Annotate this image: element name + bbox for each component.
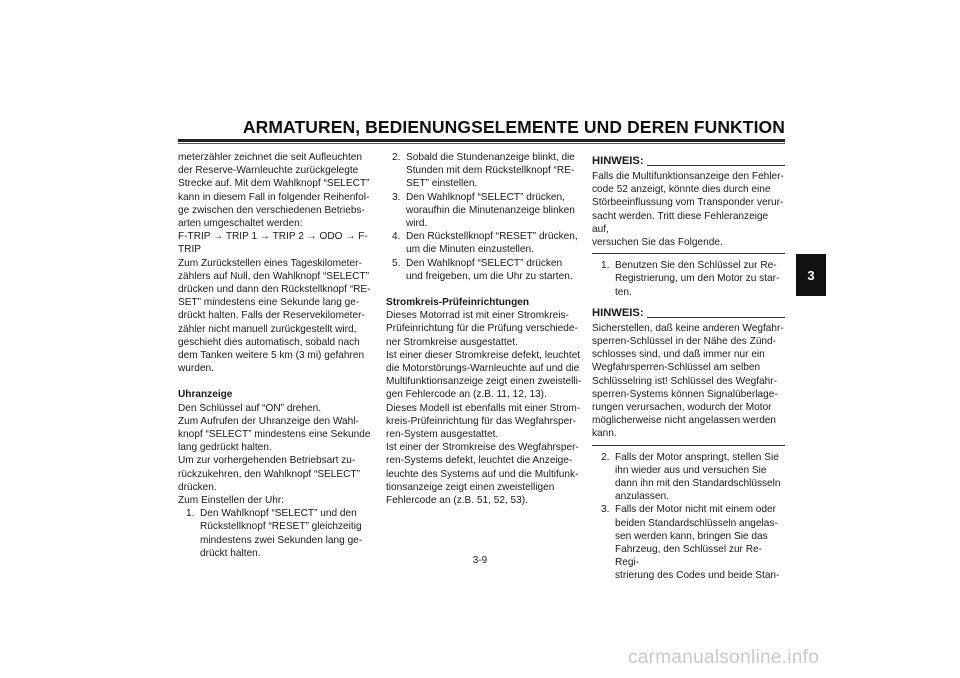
list-item <box>178 507 376 560</box>
text-line: die Motorstörungs-Warnleuchte auf und die <box>386 363 580 375</box>
odometer-paragraph <box>178 151 376 375</box>
text-line: rungen verursachen, wodurch der Motor <box>592 402 772 414</box>
text-line: Schlüsselring ist! Schlüssel des Wegfahr- <box>592 375 777 387</box>
text-line: drückt halten. <box>200 547 261 559</box>
text-line: Multifunktionsanzeige zeigt einen zweistelli- <box>386 376 582 388</box>
text-line: dann ihn mit den Standardschlüsseln <box>615 478 781 490</box>
text-line: sperren-Systems können Signalüberlage- <box>592 388 778 400</box>
section-heading-circuit-check: Stromkreis-Prüfeinrichtungen <box>386 297 530 309</box>
note-end-rule <box>592 253 785 254</box>
text-line: Zum Aufrufen der Uhranzeige den Wahl- <box>178 415 359 427</box>
list-item-number: 5. <box>392 257 401 269</box>
text-line: ten. <box>615 286 632 298</box>
text-column-2 <box>386 151 582 507</box>
text-line: der Reserve-Warnleuchte zurückgelegte <box>178 165 359 177</box>
list-item <box>592 259 785 299</box>
text-line: SET” einstellen. <box>406 178 478 190</box>
text-line: um die Minuten einzustellen. <box>406 244 534 256</box>
text-line: knopf “SELECT” mindestens eine Sekunde <box>178 429 371 441</box>
clock-paragraph <box>178 402 376 508</box>
text-line: Den Rückstellknopf “RESET” drücken, <box>406 231 578 243</box>
text-line: sacht werden. Tritt diese Fehleranzeige auf, <box>592 210 769 235</box>
text-line: geschieht dies automatisch, sobald nach <box>178 336 360 348</box>
text-line: Dieses Motorrad ist mit einer Stromkreis- <box>386 310 569 322</box>
text-line: Um zur vorhergehenden Betriebsart zu- <box>178 455 356 467</box>
text-line: Strecke auf. Mit dem Wahlknopf “SELECT” <box>178 178 370 190</box>
page-number: 3-9 <box>472 555 488 566</box>
header-rule <box>178 139 785 142</box>
text-line: strierung des Codes und beide Stan- <box>615 570 780 582</box>
note-end-rule <box>592 445 785 446</box>
list-item-number: 4. <box>392 231 401 243</box>
text-line: ner Stromkreise ausgestattet. <box>386 336 518 348</box>
text-line: Ist einer dieser Stromkreise defekt, leuchtet <box>386 349 581 361</box>
chapter-title: ARMATUREN, BEDIENUNGSELEMENTE UND DEREN FUNKTION <box>242 117 785 137</box>
text-line: Dieses Modell ist ebenfalls mit einer Strom- <box>386 402 581 414</box>
text-column-1 <box>178 151 376 560</box>
text-line: F-TRIP → TRIP 1 → TRIP 2 → ODO → F- <box>178 231 368 243</box>
text-line: sen werden kann, bringen Sie das <box>615 530 768 542</box>
text-line: Wegfahrsperren-Schlüssel am selben <box>592 362 761 374</box>
text-line: und freigeben, um die Uhr zu starten. <box>406 270 573 282</box>
text-line: leuchte des Systems auf und die Multifunk- <box>386 468 579 480</box>
note-rule <box>647 317 785 318</box>
section-heading-clock: Uhranzeige <box>178 389 233 401</box>
circuit-check-paragraph <box>386 309 582 507</box>
text-line: Sicherstellen, daß keine anderen Wegfahr- <box>592 322 784 334</box>
text-line: wird. <box>406 218 428 230</box>
list-item <box>592 503 785 582</box>
text-line: versuchen Sie das Folgende. <box>592 237 723 249</box>
text-line: zähler nicht manuell zurückgestellt wird, <box>178 323 357 335</box>
text-line: Ist einer der Stromkreise des Wegfahrsper- <box>386 442 579 454</box>
text-line: Benutzen Sie den Schlüssel zur Re- <box>615 260 777 272</box>
chapter-tab: 3 <box>796 254 826 296</box>
text-line: drücken und dann den Rückstellknopf “RE- <box>178 284 371 296</box>
note-header <box>592 155 785 168</box>
text-line: Falls der Motor anspringt, stellen Sie <box>615 451 779 463</box>
note-header <box>592 307 785 320</box>
text-line: ihn wieder aus und versuchen Sie <box>615 464 767 476</box>
text-line: Prüfeinrichtung für die Prüfung verschiede- <box>386 323 578 335</box>
list-item-number: 1. <box>601 260 610 272</box>
text-line: TRIP <box>178 244 201 256</box>
text-line: ge zwischen den verschiedenen Betriebs- <box>178 204 365 216</box>
header-rule-thin <box>178 143 785 144</box>
text-line: Fehlercode an (z.B. 51, 52, 53). <box>386 495 528 507</box>
text-line: schlosses sind, und daß immer nur ein <box>592 349 765 361</box>
text-line: Zum Zurückstellen eines Tageskilometer- <box>178 257 362 269</box>
text-line: dem Tanken weitere 5 km (3 mi) gefahren <box>178 350 365 362</box>
text-line: Falls der Motor nicht mit einem oder <box>615 504 776 516</box>
text-column-3 <box>592 151 785 583</box>
note-rule <box>647 165 785 166</box>
text-line: tionsanzeige zeigt einen zweistelligen <box>386 481 555 493</box>
text-line: gen Fehlercode an (z.B. 11, 12, 13). <box>386 389 547 401</box>
note-body <box>592 170 785 249</box>
site-watermark: carmanualsonline.info <box>628 647 820 668</box>
text-line: ren-Systems defekt, leuchtet die Anzeige- <box>386 455 573 467</box>
text-line: woraufhin die Minutenanzeige blinken <box>406 204 575 216</box>
text-line: drückt halten. Falls der Reservekilometer- <box>178 310 365 322</box>
text-line: Den Schlüssel auf “ON” drehen. <box>178 402 322 414</box>
list-item <box>386 257 582 283</box>
list-item-number: 2. <box>601 451 610 463</box>
text-line: lang gedrückt halten. <box>178 442 272 454</box>
text-line: Registrierung, um den Motor zu star- <box>615 273 780 285</box>
text-line: anzulassen. <box>615 491 669 503</box>
list-item-number: 3. <box>601 504 610 516</box>
text-line: Zum Einstellen der Uhr: <box>178 495 285 507</box>
list-item <box>386 151 582 191</box>
text-line: Sobald die Stundenanzeige blinkt, die <box>406 152 575 163</box>
text-line: code 52 anzeigt, könnte dies durch eine <box>592 184 771 196</box>
note-label: HINWEIS: <box>592 155 644 167</box>
list-item <box>386 191 582 231</box>
text-line: Den Wahlknopf “SELECT” drücken, <box>406 191 565 203</box>
list-item-number: 2. <box>392 152 401 163</box>
list-item <box>592 451 785 504</box>
text-line: kreis-Prüfeinrichtung für das Wegfahrsper- <box>386 415 576 427</box>
text-line: kann in diesem Fall in folgender Reihenfol- <box>178 191 370 203</box>
text-line: Störbeeinflussung vom Transponder verur- <box>592 197 784 209</box>
text-line: beiden Standardschlüsseln angelas- <box>615 517 778 529</box>
text-line: zählers auf Null, den Wahlknopf “SELECT” <box>178 270 369 282</box>
text-line: arten umgeschaltet werden: <box>178 218 303 230</box>
text-line: sperren-Schlüssel in der Nähe des Zünd- <box>592 336 777 348</box>
text-line: SET” mindestens eine Sekunde lang ge- <box>178 297 360 309</box>
list-item-number: 1. <box>186 508 195 520</box>
text-line: rückzukehren, den Wahlknopf “SELECT” <box>178 468 360 480</box>
list-item-number: 3. <box>392 191 401 203</box>
text-line: Rückstellknopf “RESET” gleichzeitig <box>200 521 362 533</box>
note-body <box>592 322 785 441</box>
text-line: Den Wahlknopf “SELECT” und den <box>200 508 357 520</box>
list-item <box>386 230 582 256</box>
text-line: Fahrzeug, den Schlüssel zur Re-Regi- <box>615 544 762 569</box>
text-line: ren-System ausgestattet. <box>386 429 499 441</box>
note-label: HINWEIS: <box>592 306 644 319</box>
text-line: meterzähler zeichnet die seit Aufleuchten <box>178 152 363 163</box>
text-line: Falls die Multifunktionsanzeige den Fehler- <box>592 171 784 182</box>
text-line: Stunden mit dem Rückstellknopf “RE- <box>406 165 575 177</box>
text-line: möglicherweise nicht angelassen werden <box>592 415 777 427</box>
text-line: drücken. <box>178 481 217 493</box>
text-line: Den Wahlknopf “SELECT” drücken <box>406 257 563 269</box>
text-line: mindestens zwei Sekunden lang ge- <box>200 534 363 546</box>
text-line: wurden. <box>178 363 214 375</box>
text-line: kann. <box>592 428 617 440</box>
